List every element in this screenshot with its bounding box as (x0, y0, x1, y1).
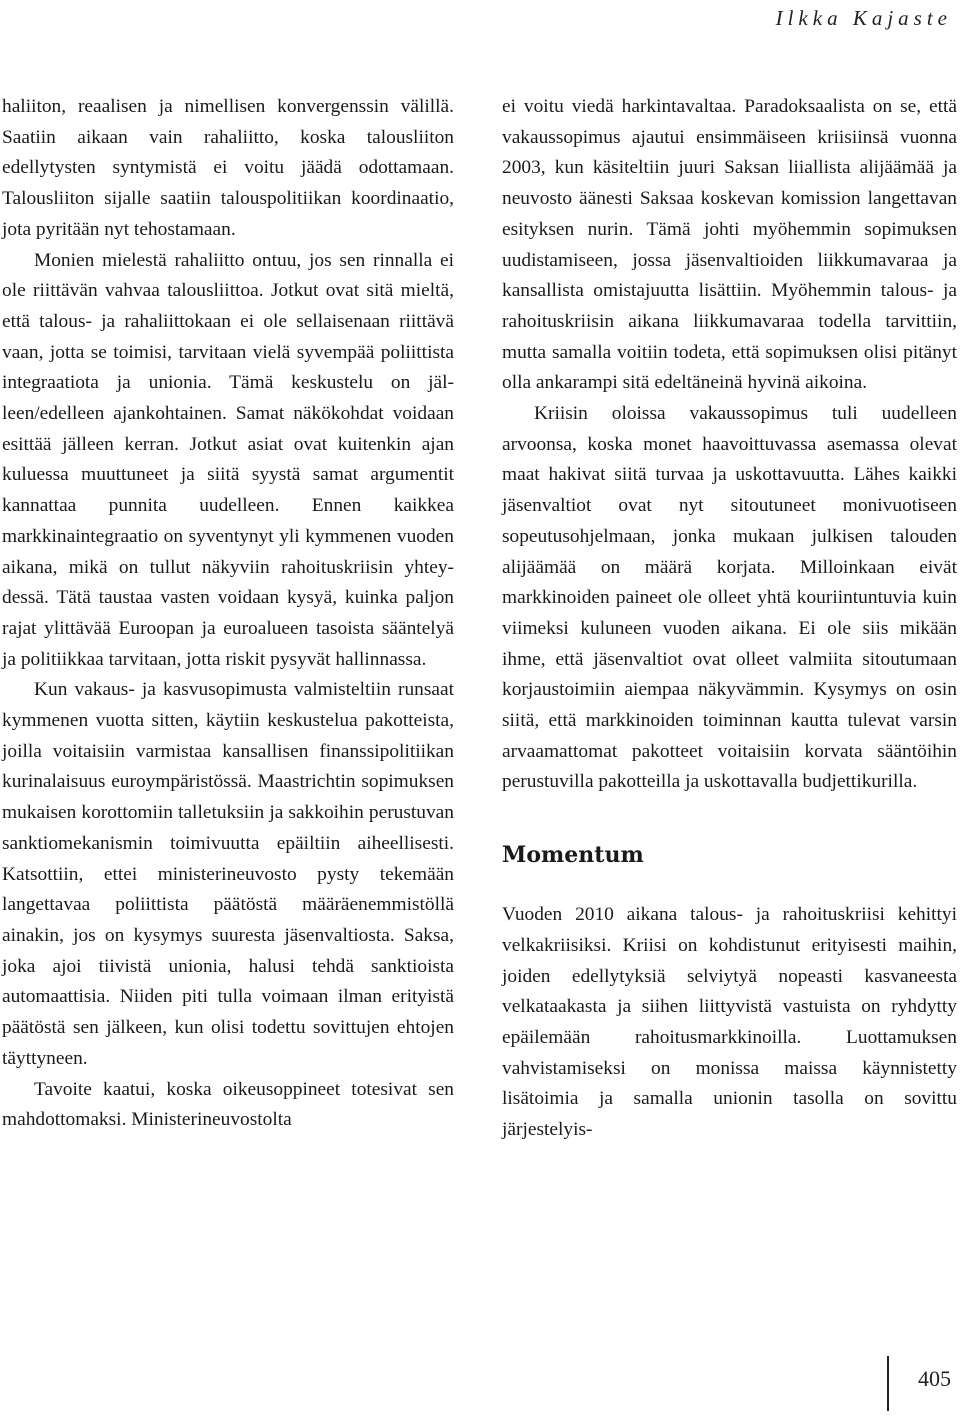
left-column (2, 92, 454, 1136)
paragraph: ei voitu viedä harkintavaltaa. Paradoksaalista on se, että vakaussopimus ajautui ensimmäiseen kriisiinsä vuonna 2003, kun käsiteltiin juuri Saksan liiallista alijäämää ja neuvosto äänesti Saksaa koskevan komission langettavan esityksen nurin. Tämä johti myöhemmin sopimuksen uudistamiseen, jossa jäsenvaltioiden liikkumavaraa ja kansallista omistajuutta lisättiin. Myöhemmin talous- ja rahoituskriisin aikana liikkumavaraa todella tarvittiin, mutta samalla voitiin todeta, että sopimuksen olisi pitänyt olla ankarampi sitä edeltäneinä hyvinä aikoina. (502, 96, 957, 394)
paragraph: Kriisin oloissa vakaussopimus tuli uudelleen arvoonsa, koska monet haavoittuvassa asemassa olevat maat hakivat siitä turvaa ja uskottavuutta. Lähes kaikki jäsenvaltiot ovat nyt sitoutuneet monivuotiseen sopeutusohjelmaan, jonka mukaan julkisen talouden alijäämää on määrä korjata. Milloinkaan eivät markkinoiden paineet ole olleet yhtä kouriintuntuvia kuin viimeksi kuluneen vuoden aikana. Ei ole siis mikään ihme, että jäsenvaltiot ovat olleet valmiita sitoutumaan korjaustoimiin aiempaa näkyvämmin. Kysymys on osin siitä, että markkinoiden toiminnan kautta tulevat varsin arvaamattomat pakotteet voitaisiin korvata sääntöihin perustuvilla pakotteilla ja uskottavalla budjettikurilla. (502, 403, 957, 793)
paragraph: Kun vakaus- ja kasvusopimusta valmisteltiin runsaat kymmenen vuotta sitten, käytiin keskustelua pakotteista, joilla voitaisiin varmistaa kansallisen finanssipolitiikan kurinalaisuus euroympäristössä. Maastrichtin sopimuksen mukaisen korottomiin talletuksiin ja sakkoihin perustuvan sanktiomekanismin toimivuutta epäiltiin aiheellisesti. Katsottiin, ettei ministerineuvosto pysty tekemään langettavaa poliittista päätöstä määräenemmistöllä ainakin, jos on kysymys suuresta jäsenvaltiosta. Saksa, joka ajoi tiivistä unionia, halusi tehdä sanktioista automaattisia. Niiden piti tulla voimaan ilman erityistä päätöstä sen jälkeen, kun olisi todettu sovittujen ehtojen täyttyneen. (2, 679, 454, 1069)
running-head: Ilkka Kajaste (775, 6, 952, 30)
paragraph: Vuoden 2010 aikana talous- ja rahoituskriisi kehittyi velkakriisiksi. Kriisi on kohdistunut erityisesti maihin, joiden edellytyksiä selviytyä nopeasti kasvaneesta velkataakasta ja siihen liittyvistä vastuista on ryhdytty epäilemään rahoitusmarkkinoilla. Luottamuksen vahvistamiseksi on monissa maissa käynnistetty lisätoimia ja samalla unionin tasolla on sovittu järjestelyis- (502, 904, 957, 1141)
page-number: 405 (918, 1366, 951, 1391)
paragraph: Tavoite kaatui, koska oikeusoppineet totesivat sen mahdottomaksi. Ministerineuvostolta (2, 1078, 454, 1131)
paragraph: haliiton, reaalisen ja nimellisen konvergenssin välillä. Saatiin aikaan vain rahaliitto, koska talousliiton edellytysten syntymistä ei voitu jäädä odottamaan. Talousliiton sijalle saatiin talouspolitiikan koordinaatio, jota pyritään nyt tehostamaan. (2, 96, 454, 240)
paragraph: Monien mielestä rahaliitto ontuu, jos sen rinnalla ei ole riittävän vahvaa talousliittoa. Jotkut ovat sitä mieltä, että talous- ja rahaliittokaan ei ole sellaisenaan riittävä vaan, jotta se toimisi, tarvitaan vielä syvempää poliittista integraatiota ja unionia. Tämä keskustelu on jälleen/edelleen ajankohtainen. Samat näkökohdat voidaan esittää jälleen kerran. Jotkut asiat ovat kuitenkin ajan kuluessa muuttuneet ja siitä syystä samat argumentit kannattaa punnita uudelleen. Ennen kaikkea markkinaintegraatio on syventynyt yli kymmenen vuoden aikana, mikä on tullut näkyviin rahoituskriisin yhteydessä. Tätä taustaa vasten voidaan kysyä, kuinka paljon rajat ylittävää Euroopan ja euroalueen tasoista sääntelyä ja politiikkaa tarvitaan, jotta riskit pysyvät hallinnassa. (2, 249, 454, 670)
right-column (502, 92, 957, 1146)
section-heading: Momentum (502, 842, 644, 869)
page-number-rule (887, 1356, 889, 1411)
